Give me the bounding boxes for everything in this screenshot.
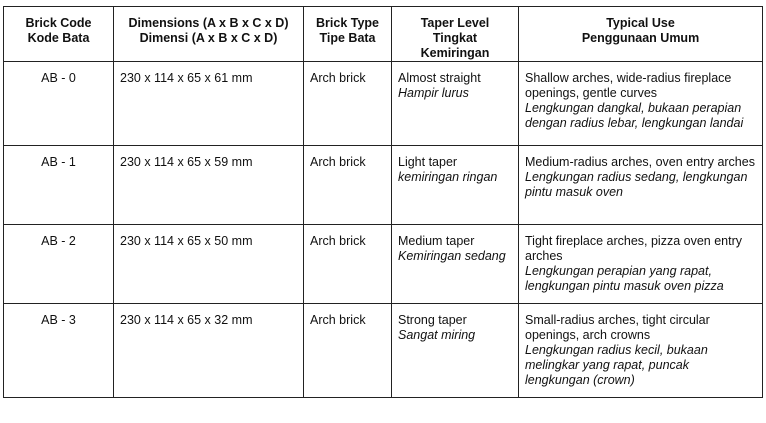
cell-brick-type: Arch brick (304, 225, 392, 304)
use-id: Lengkungan perapian yang rapat, lengkungan pintu masuk oven pizza (525, 264, 724, 293)
use-en: Medium-radius arches, oven entry arches (525, 155, 755, 169)
use-id: Lengkungan radius sedang, lengkungan pintu masuk oven (525, 170, 748, 199)
taper-en: Almost straight (398, 71, 481, 85)
taper-id: Hampir lurus (398, 86, 469, 100)
use-id: Lengkungan dangkal, bukaan perapian dengan radius lebar, lengkungan landai (525, 101, 744, 130)
header-dimensions (114, 7, 304, 62)
cell-brick-type: Arch brick (304, 146, 392, 225)
header-brick-code-id: Kode Bata (27, 31, 90, 45)
header-typical-use-en: Typical Use (606, 16, 675, 30)
cell-taper-level (392, 304, 519, 398)
table-row (4, 225, 763, 304)
cell-taper-level (392, 225, 519, 304)
header-brick-type-id: Tipe Bata (319, 31, 376, 45)
cell-typical-use (519, 225, 763, 304)
header-row (4, 7, 763, 62)
use-en: Small-radius arches, tight circular openings, arch crowns (525, 313, 710, 342)
taper-id: kemiringan ringan (398, 170, 498, 184)
cell-brick-code: AB - 0 (4, 62, 114, 146)
header-taper-level-id: Tingkat Kemiringan (420, 31, 490, 60)
cell-brick-code: AB - 3 (4, 304, 114, 398)
cell-typical-use (519, 304, 763, 398)
header-taper-level (392, 7, 519, 62)
header-dimensions-id: Dimensi (A x B x C x D) (139, 31, 278, 45)
brick-specification-table (3, 6, 763, 398)
use-id: Lengkungan radius kecil, bukaan melingkar yang rapat, puncak lengkungan (crown) (525, 343, 708, 387)
header-taper-level-en: Taper Level (420, 16, 490, 30)
use-en: Tight fireplace arches, pizza oven entry arches (525, 234, 743, 263)
cell-dimensions: 230 x 114 x 65 x 61 mm (114, 62, 304, 146)
table-row (4, 62, 763, 146)
brick-table-container (3, 6, 763, 398)
header-brick-type (304, 7, 392, 62)
cell-typical-use (519, 146, 763, 225)
use-en: Shallow arches, wide-radius fireplace openings, gentle curves (525, 71, 732, 100)
cell-brick-code: AB - 1 (4, 146, 114, 225)
header-brick-type-en: Brick Type (316, 16, 379, 30)
header-typical-use (519, 7, 763, 62)
taper-id: Kemiringan sedang (398, 249, 506, 263)
cell-brick-code: AB - 2 (4, 225, 114, 304)
table-row (4, 146, 763, 225)
header-dimensions-en: Dimensions (A x B x C x D) (128, 16, 289, 30)
taper-id: Sangat miring (398, 328, 476, 342)
cell-taper-level (392, 62, 519, 146)
header-brick-code (4, 7, 114, 62)
cell-taper-level (392, 146, 519, 225)
cell-dimensions: 230 x 114 x 65 x 50 mm (114, 225, 304, 304)
taper-en: Medium taper (398, 234, 475, 248)
cell-brick-type: Arch brick (304, 304, 392, 398)
header-typical-use-id: Penggunaan Umum (581, 31, 700, 45)
header-brick-code-en: Brick Code (25, 16, 92, 30)
taper-en: Strong taper (398, 313, 467, 327)
table-row (4, 304, 763, 398)
cell-dimensions: 230 x 114 x 65 x 59 mm (114, 146, 304, 225)
cell-brick-type: Arch brick (304, 62, 392, 146)
cell-dimensions: 230 x 114 x 65 x 32 mm (114, 304, 304, 398)
taper-en: Light taper (398, 155, 458, 169)
cell-typical-use (519, 62, 763, 146)
